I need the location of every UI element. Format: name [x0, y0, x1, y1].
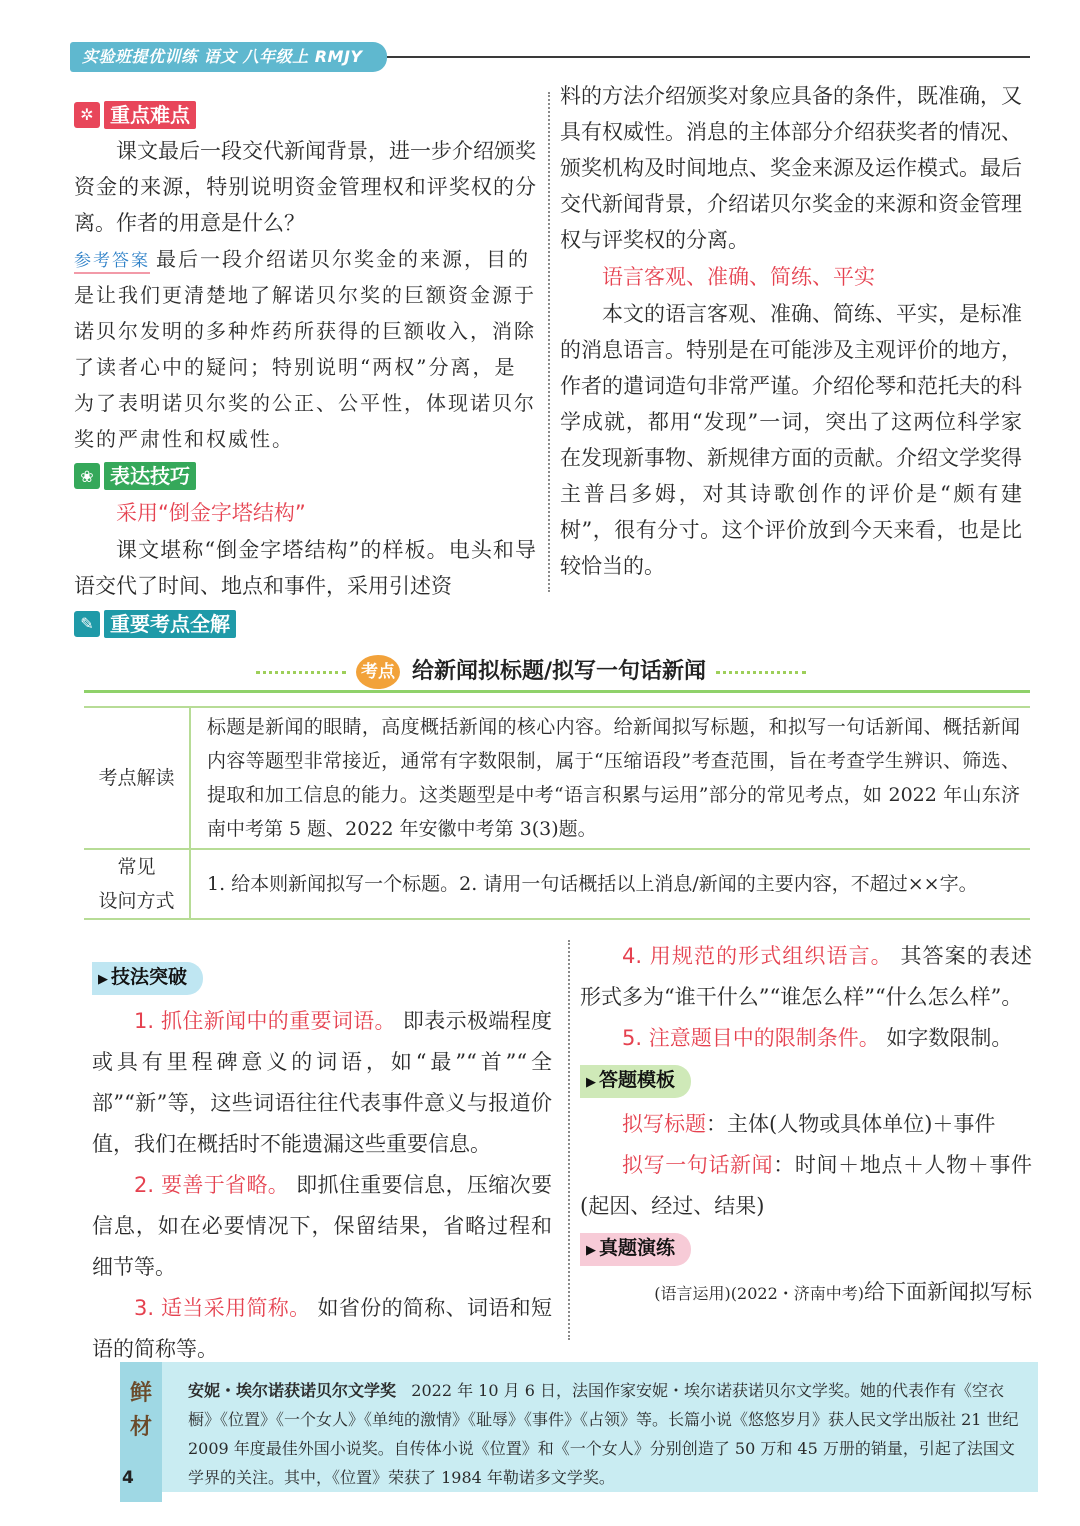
template-text: ：主体(人物或具体单位)＋事件: [706, 1112, 996, 1136]
template-item: [580, 1104, 1032, 1145]
skill-item: [92, 1165, 552, 1288]
exam-point-title: 给新闻拟标题/拟写一句话新闻: [412, 659, 707, 684]
flower-icon: ❀: [74, 463, 100, 489]
skills-pill: ▶ 技法突破: [92, 962, 203, 995]
practice-pill: ▶ 真题演练: [580, 1233, 691, 1266]
section-label: 重要考点全解: [104, 610, 236, 638]
star-icon: ✲: [74, 102, 100, 128]
exam-point-badge: 考点: [356, 655, 400, 689]
answer-tag: 参考答案: [74, 250, 150, 274]
table-row: [84, 849, 1030, 919]
template-head: 拟写标题: [622, 1112, 706, 1136]
practice-source: (语言运用)(2022・济南中考): [654, 1284, 864, 1303]
skill-head: 5. 注意题目中的限制条件。: [622, 1026, 880, 1050]
skill-item: [580, 1018, 1032, 1059]
template-item: [580, 1145, 1032, 1227]
exam-point-title-row: [246, 652, 866, 692]
row-content: 标题是新闻的眼睛，高度概括新闻的核心内容。给新闻拟写标题，和拟写一句话新闻、概括新闻内容等题型非常接近，通常有字数限制，属于“压缩语段”考查范围，旨在考查学生辨识、筛选、提取和加工信息的能力。这类题型是中考“语言积累与运用”部分的常见考点，如 2022 年山东济南中考第 5 题、2022 年安徽中考第 3(3)题。: [190, 707, 1030, 849]
dotted-line: [716, 671, 806, 674]
right-text-1: 料的方法介绍颁奖对象应具备的条件，既准确，又具有权威性。消息的主体部分介绍获奖者的情况、颁奖机构及时间地点、奖金来源及运作模式。最后交代新闻背景，介绍诺贝尔奖金的来源和资金管理权与评奖权的分离。: [560, 84, 1022, 252]
skill-text: 其答案的表述形式多为“谁干什么”“谁怎么样”“什么怎么样”。: [580, 944, 1032, 1009]
practice-line: [580, 1272, 1032, 1314]
section-key-difficult: [74, 101, 196, 129]
question-text: 课文最后一段交代新闻背景，进一步介绍颁奖资金的来源，特别说明资金管理权和评奖权的分离。作者的用意是什么？: [74, 138, 536, 235]
info-title: 安妮・埃尔诺获诺贝尔文学奖: [188, 1381, 397, 1400]
section-label: 表达技巧: [104, 462, 196, 490]
skill-head: 2. 要善于省略。: [134, 1173, 290, 1197]
left-column: [74, 95, 536, 642]
skill-head: 3. 适当采用简称。: [134, 1296, 311, 1320]
skill-text: 即抓住重要信息，压缩次要信息，如在必要情况下，保留结果，省略过程和细节等。: [92, 1173, 552, 1279]
right-text-2: 本文的语言客观、准确、简练、平实，是标准的消息语言。特别是在可能涉及主观评价的地方，作者的遣词造句非常严谨。介绍伦琴和范托夫的科学成就，都用“发现”一词，突出了这两位科学家在发现新事物、新规律方面的贡献。介绍文学奖得主普吕多姆，对其诗歌创作的评价是“颇有建树”，很有分寸。这个评价放到今天来看，也是比较恰当的。: [560, 302, 1022, 578]
row-head-line: 常见: [117, 856, 156, 878]
side-char: 材: [129, 1415, 152, 1440]
side-char: 鲜: [129, 1381, 152, 1406]
subheading-language: 语言客观、准确、简练、平实: [602, 265, 875, 289]
row-head: [84, 849, 190, 919]
section-expression: [74, 462, 196, 490]
skill-text: 如省份的简称、词语和短语的简称等。: [92, 1296, 553, 1361]
info-box: [120, 1362, 1038, 1492]
dotted-line: [256, 671, 346, 674]
section-label: 重点难点: [104, 101, 196, 129]
subheading-pyramid: 采用“倒金字塔结构”: [116, 501, 306, 525]
answer-text: 最后一段介绍诺贝尔奖金的来源，目的是让我们更清楚地了解诺贝尔奖的巨额资金源于诺贝尔发明的多种炸药所获得的巨额收入，消除了读者心中的疑问；特别说明“两权”分离，是为了表明诺贝尔奖的公正、公平性，体现诺贝尔奖的严肃性和权威性。: [74, 246, 536, 451]
green-rule: [84, 690, 1030, 693]
page-number: 4: [122, 1468, 134, 1488]
header-title: 实验班提优训练 语文 八年级上 RMJY: [70, 42, 387, 72]
table-row: [84, 707, 1030, 849]
info-text: 2022 年 10 月 6 日，法国作家安妮・埃尔诺获诺贝尔文学奖。她的代表作有《空衣橱》《位置》《一个女人》《单纯的激情》《耻辱》《事件》《占领》等。长篇小说《悠悠岁月》获人民文学出版社 21 世纪 2009 年度最佳外国小说奖。自传体小说《位置》和《一个女人》分别创造了 50 万和 45 万册的销量，引起了法国文学界的关注。其中，《位置》荣获了 1984 年勒诺多文学奖。: [188, 1381, 1019, 1487]
template-head: 拟写一句话新闻: [622, 1153, 774, 1177]
skill-item: [92, 1288, 552, 1370]
section-key-points: [74, 610, 236, 638]
template-pill: ▶ 答题模板: [580, 1065, 691, 1098]
skill-text: 即表示极端程度或具有里程碑意义的词语，如“最”“首”“全部”“新”等，这些词语往往代表事件意义与报道价值，我们在概括时不能遗漏这些重要信息。: [92, 1009, 552, 1156]
skills-left-column: [92, 956, 552, 1370]
column-divider-top: [548, 92, 550, 592]
exam-point-table: [84, 706, 1030, 920]
pyramid-text: 课文堪称“倒金字塔结构”的样板。电头和导语交代了时间、地点和事件，采用引述资: [74, 538, 536, 598]
row-content: 1. 给本则新闻拟写一个标题。2. 请用一句话概括以上消息/新闻的主要内容，不超过××字。: [190, 849, 1030, 919]
skill-item: [92, 1001, 552, 1165]
row-head-line: 设问方式: [98, 890, 175, 912]
practice-text: 给下面新闻拟写标: [864, 1280, 1032, 1304]
skills-right-column: [580, 936, 1032, 1314]
template-text: ：时间＋地点＋人物＋事件(起因、经过、结果): [580, 1153, 1033, 1218]
pen-icon: ✎: [74, 611, 100, 637]
skill-head: 4. 用规范的形式组织语言。: [622, 944, 893, 968]
row-head: 考点解读: [84, 707, 190, 849]
skill-text: 如字数限制。: [886, 1026, 1013, 1050]
skill-head: 1. 抓住新闻中的重要词语。: [134, 1009, 396, 1033]
right-column: [560, 78, 1022, 584]
skill-item: [580, 936, 1032, 1018]
answer-block: [74, 241, 536, 457]
column-divider-bottom: [568, 940, 570, 1340]
